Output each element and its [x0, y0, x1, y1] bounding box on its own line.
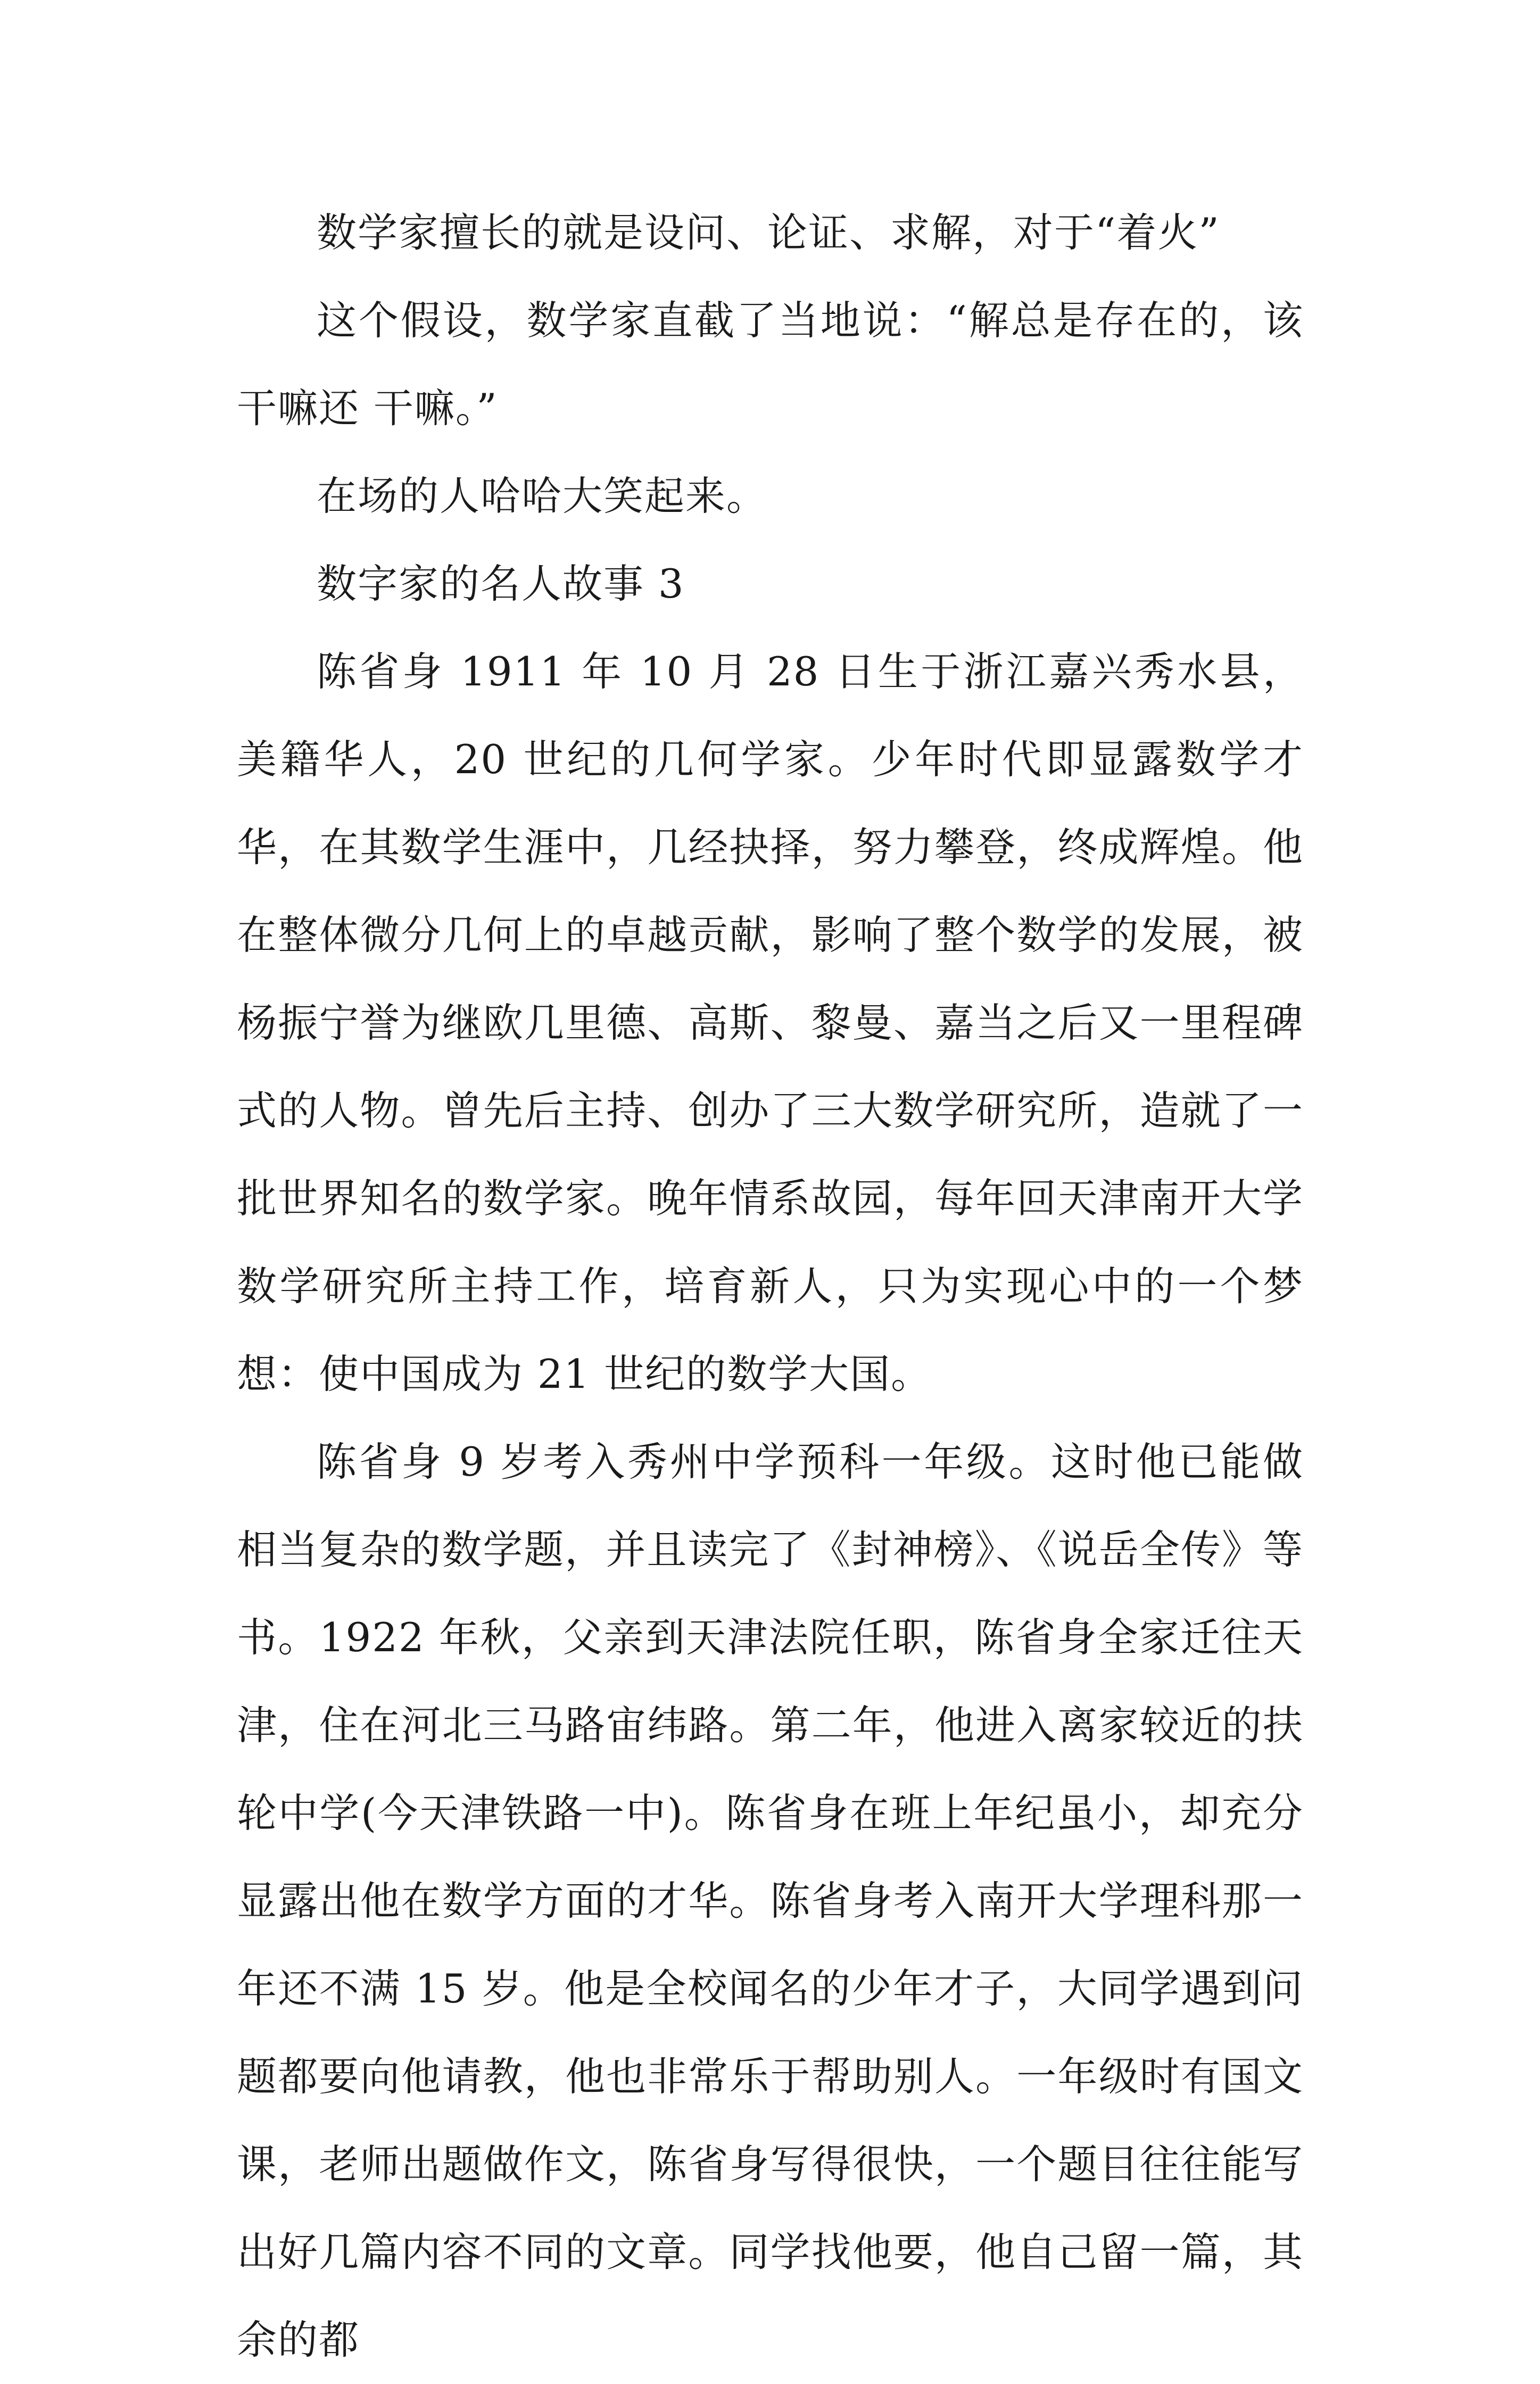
document-body — [237, 189, 1304, 2384]
paragraph: 这个假设，数学家直截了当地说：“解总是存在的，该干嘛还 干嘛。” — [237, 297, 1304, 432]
paragraph: 陈省身 9 岁考入秀州中学预科一年级。这时他已能做相当复杂的数学题，并且读完了《封神榜》、《说岳全传》等书。1922 年秋，父亲到天津法院任职，陈省身全家迁往天津，住在河北三马路宙纬路。第二年，他进入离家较近的扶轮中学(今天津铁路一中)。陈省身在班上年纪虽小，却充分显露出他在数学方面的才华。陈省身考入南开大学理科那一年还不满 15 岁。他是全校闻名的少年才子，大同学遇到问题都要向他请教，他也非常乐于帮助别人。一年级时有国文课，老师出题做作文，陈省身写得很快，一个题目往往能写出好几篇内容不同的文章。同学找他要，他自己留一篇，其余的都 — [237, 1438, 1304, 2363]
paragraph: 数学家擅长的就是设问、论证、求解，对于“着火” — [317, 209, 1220, 256]
paragraph: 陈省身 1911 年 10 月 28 日生于浙江嘉兴秀水县，美籍华人，20 世纪的几何学家。少年时代即显露数学才华，在其数学生涯中，几经抉择，努力攀登，终成辉煌。他在整体微分几何上的卓越贡献，影响了整个数学的发展，被杨振宁誉为继欧几里德、高斯、黎曼、嘉当之后又一里程碑式的人物。曾先后主持、创办了三大数学研究所，造就了一批世界知名的数学家。晚年情系故园，每年回天津南开大学数学研究所主持工作，培育新人，只为实现心中的一个梦想：使中国成为 21 世纪的数学大国。 — [237, 648, 1304, 1397]
paragraph: 在场的人哈哈大笑起来。 — [317, 473, 768, 519]
section-heading: 数字家的名人故事 3 — [317, 560, 685, 607]
